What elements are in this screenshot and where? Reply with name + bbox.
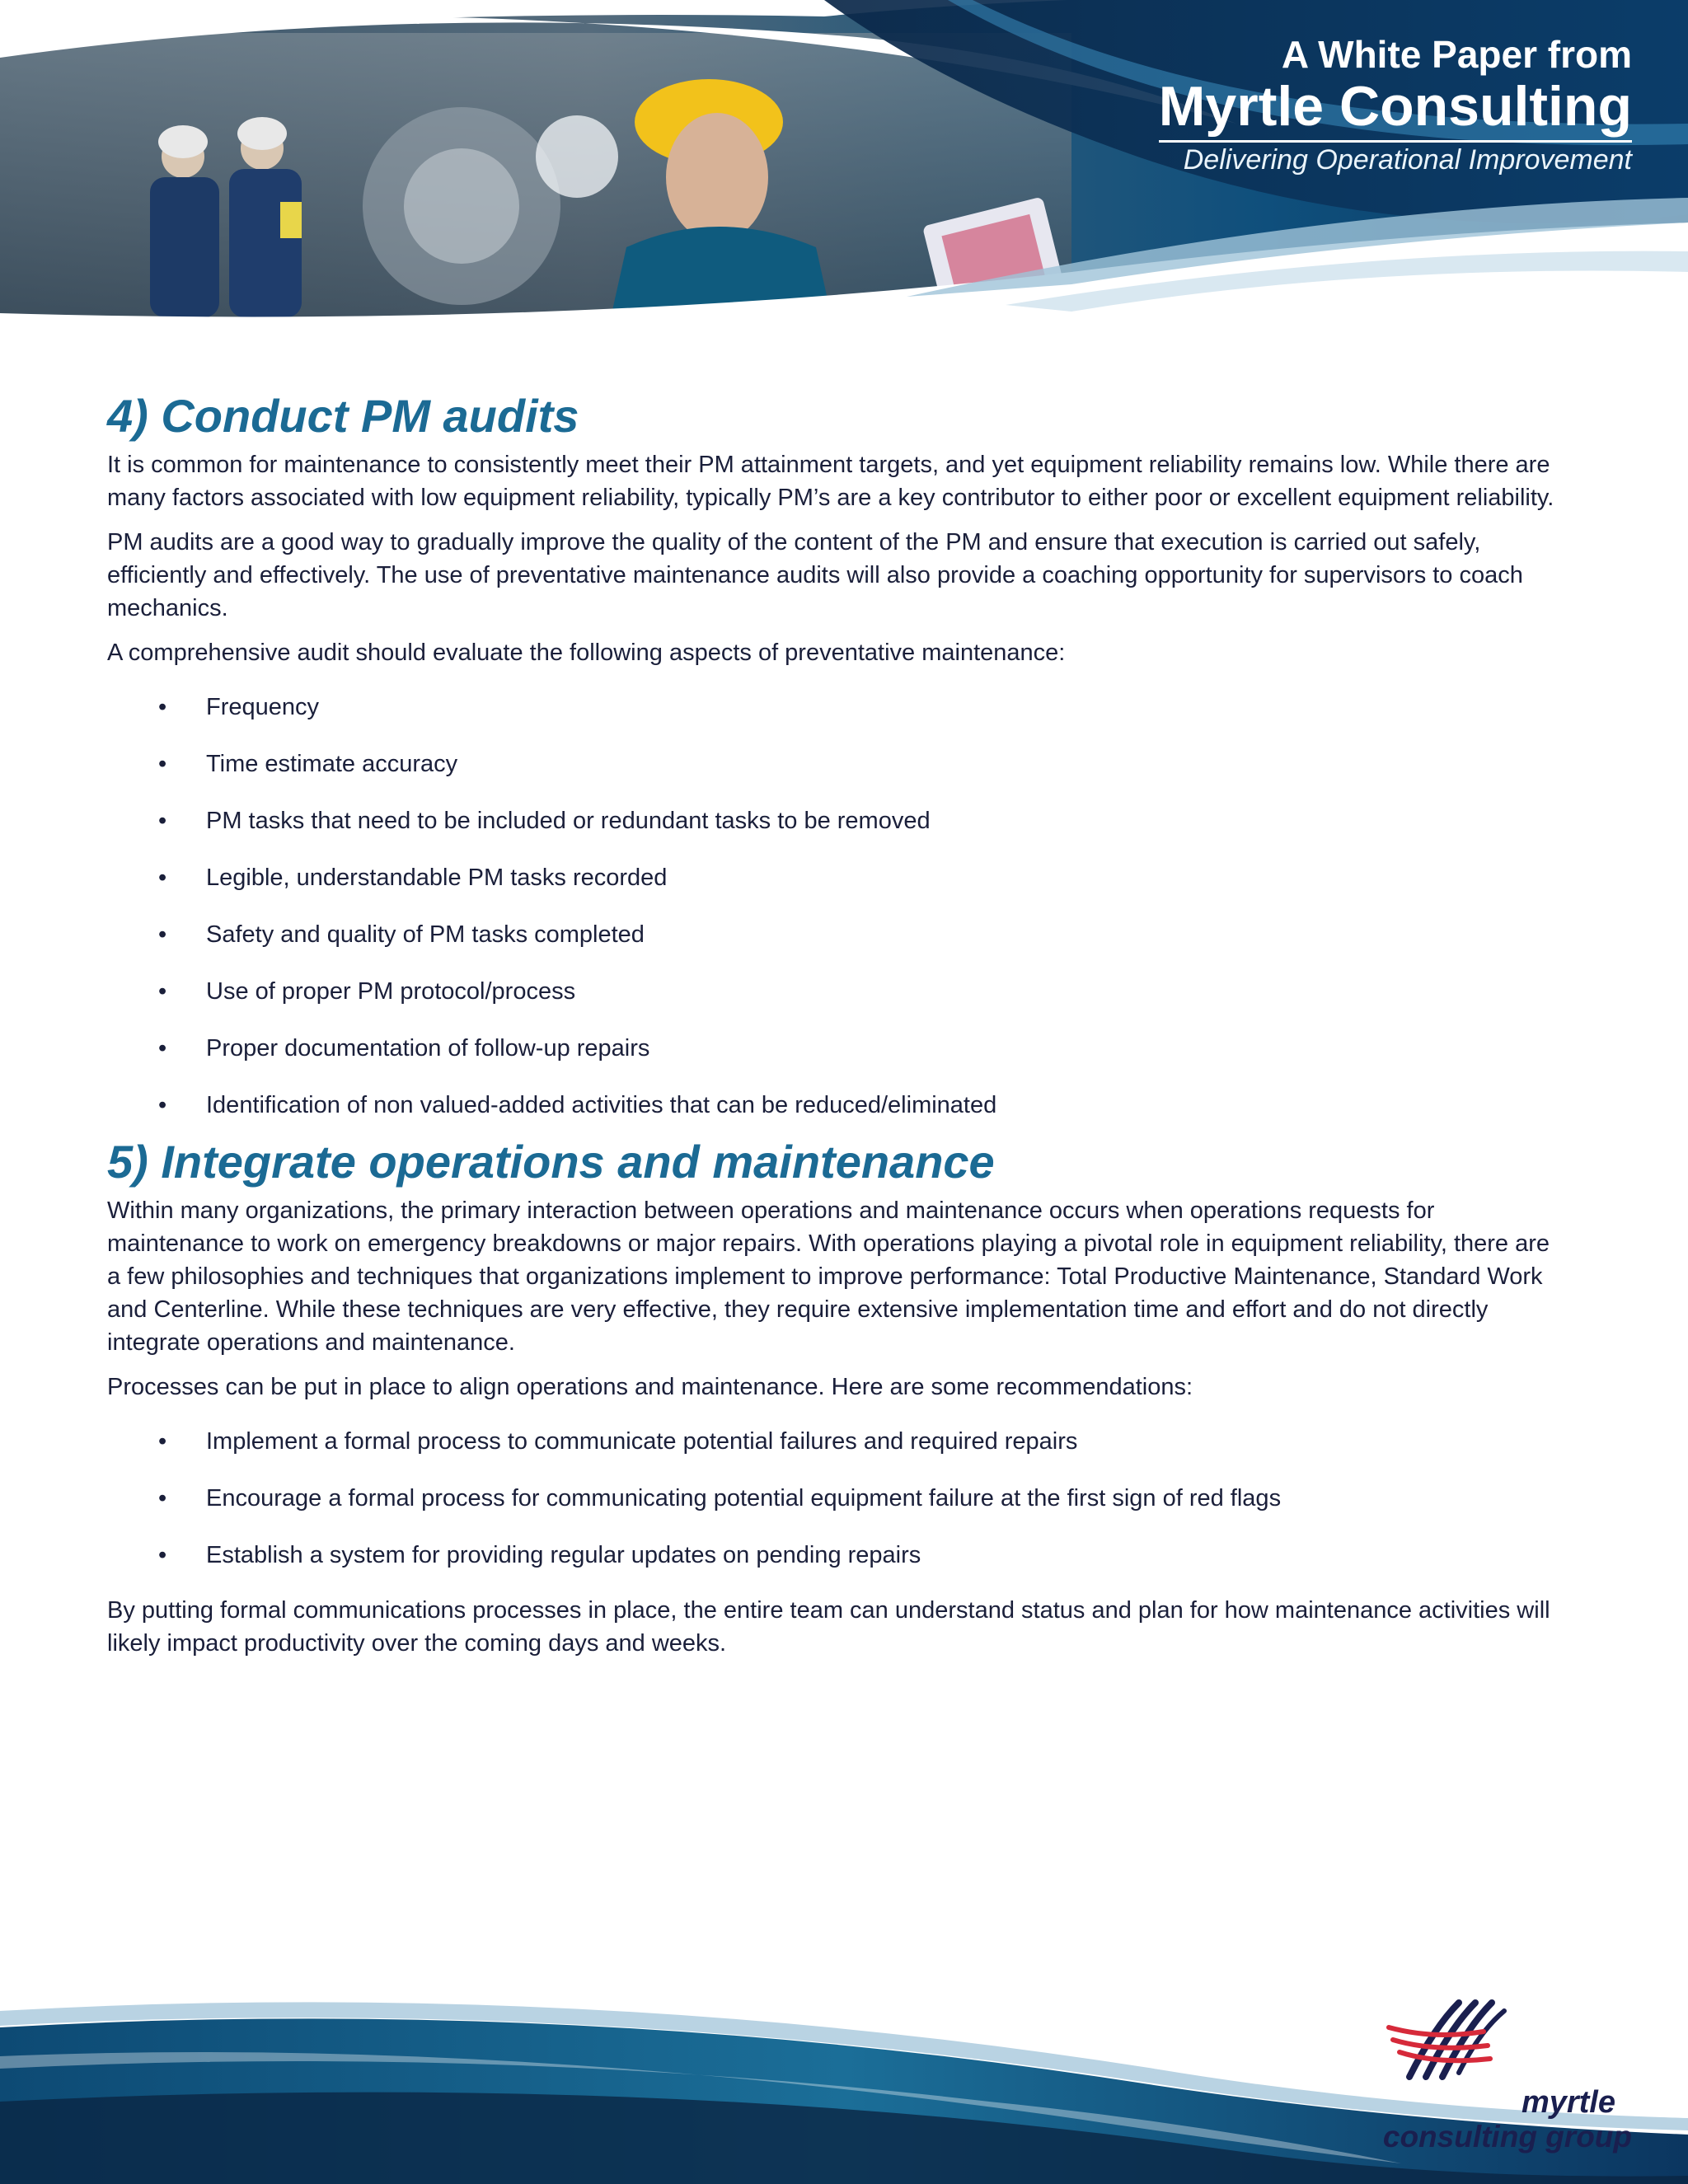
section-5-heading: 5) Integrate operations and maintenance — [107, 1136, 995, 1188]
list-item: • Proper documentation of follow-up repairs — [107, 1032, 1558, 1065]
list-item: • PM tasks that need to be included or redundant tasks to be removed — [107, 804, 1558, 837]
section-4-paragraph-1: It is common for maintenance to consistently meet their PM attainment targets, and yet equipment reliability remains low. While there are many factors associated with low equipment reliability, typically PM’s are a key contributor to either poor or excellent equipment reliability. — [107, 452, 1554, 511]
list-item: • Frequency — [107, 691, 1558, 724]
document-body — [107, 387, 1558, 1660]
bullet-icon: • — [158, 751, 167, 777]
list-item: • Safety and quality of PM tasks completed — [107, 918, 1558, 951]
header-tagline: Delivering Operational Improvement — [1159, 140, 1632, 177]
list-item: • Implement a formal process to communicate potential failures and required repairs — [107, 1425, 1558, 1458]
header-title-block — [1159, 31, 1632, 177]
header-banner — [0, 0, 1688, 321]
bullet-icon: • — [158, 1485, 167, 1511]
section-5-closing-paragraph: By putting formal communications processes in place, the entire team can understand status and plan for how maintenance activities will likely impact productivity over the coming days and weeks. — [107, 1597, 1550, 1657]
bullet-icon: • — [158, 921, 167, 948]
bullet-icon: • — [158, 694, 167, 720]
company-logo — [1352, 1994, 1648, 2168]
list-item: • Legible, understandable PM tasks recorded — [107, 861, 1558, 894]
header-subtitle: A White Paper from — [1281, 33, 1632, 76]
logo-word-myrtle: myrtle — [1521, 2085, 1615, 2120]
logo-word-consulting-group: consulting group — [1382, 2120, 1632, 2154]
section-4-paragraph-2: PM audits are a good way to gradually improve the quality of the content of the PM and ensure that execution is carried out safely, efficiently and effectively. The use of preventative maintenance audits will also provide a coaching opportunity for supervisors to coach mechanics. — [107, 529, 1523, 621]
bullet-icon: • — [158, 808, 167, 834]
section-5-bullet-list — [107, 1425, 1558, 1572]
bullet-icon: • — [158, 978, 167, 1005]
list-item: • Time estimate accuracy — [107, 748, 1558, 780]
list-item: • Establish a system for providing regular updates on pending repairs — [107, 1539, 1558, 1572]
list-item: • Use of proper PM protocol/process — [107, 975, 1558, 1008]
list-item: • Encourage a formal process for communicating potential equipment failure at the first sign of red flags — [107, 1482, 1558, 1515]
logo-mark-icon — [1385, 1994, 1517, 2085]
section-5-paragraph-1: Within many organizations, the primary interaction between operations and maintenance occurs when operations requests for maintenance to work on emergency breakdowns or major repairs. With operations playing a pivotal role in equipment reliability, there are a few philosophies and techniques that organizations implement to improve performance: Total Productive Maintenance, Standard Work and Centerline. While these techniques are very effective, they require extensive implementation time and effort and do not directly integrate operations and maintenance. — [107, 1197, 1550, 1356]
bullet-icon: • — [158, 1035, 167, 1062]
section-5-paragraph-2: Processes can be put in place to align operations and maintenance. Here are some recommendations: — [107, 1374, 1193, 1400]
section-4-paragraph-3: A comprehensive audit should evaluate the following aspects of preventative maintenance: — [107, 640, 1066, 666]
bullet-icon: • — [158, 865, 167, 891]
bullet-icon: • — [158, 1428, 167, 1455]
section-4-bullet-list — [107, 691, 1558, 1122]
list-item: • Identification of non valued-added activities that can be reduced/eliminated — [107, 1089, 1558, 1122]
header-company-name: Myrtle Consulting — [1158, 75, 1632, 138]
section-4-heading: 4) Conduct PM audits — [107, 390, 579, 442]
bullet-icon: • — [158, 1092, 167, 1118]
bullet-icon: • — [158, 1542, 167, 1568]
